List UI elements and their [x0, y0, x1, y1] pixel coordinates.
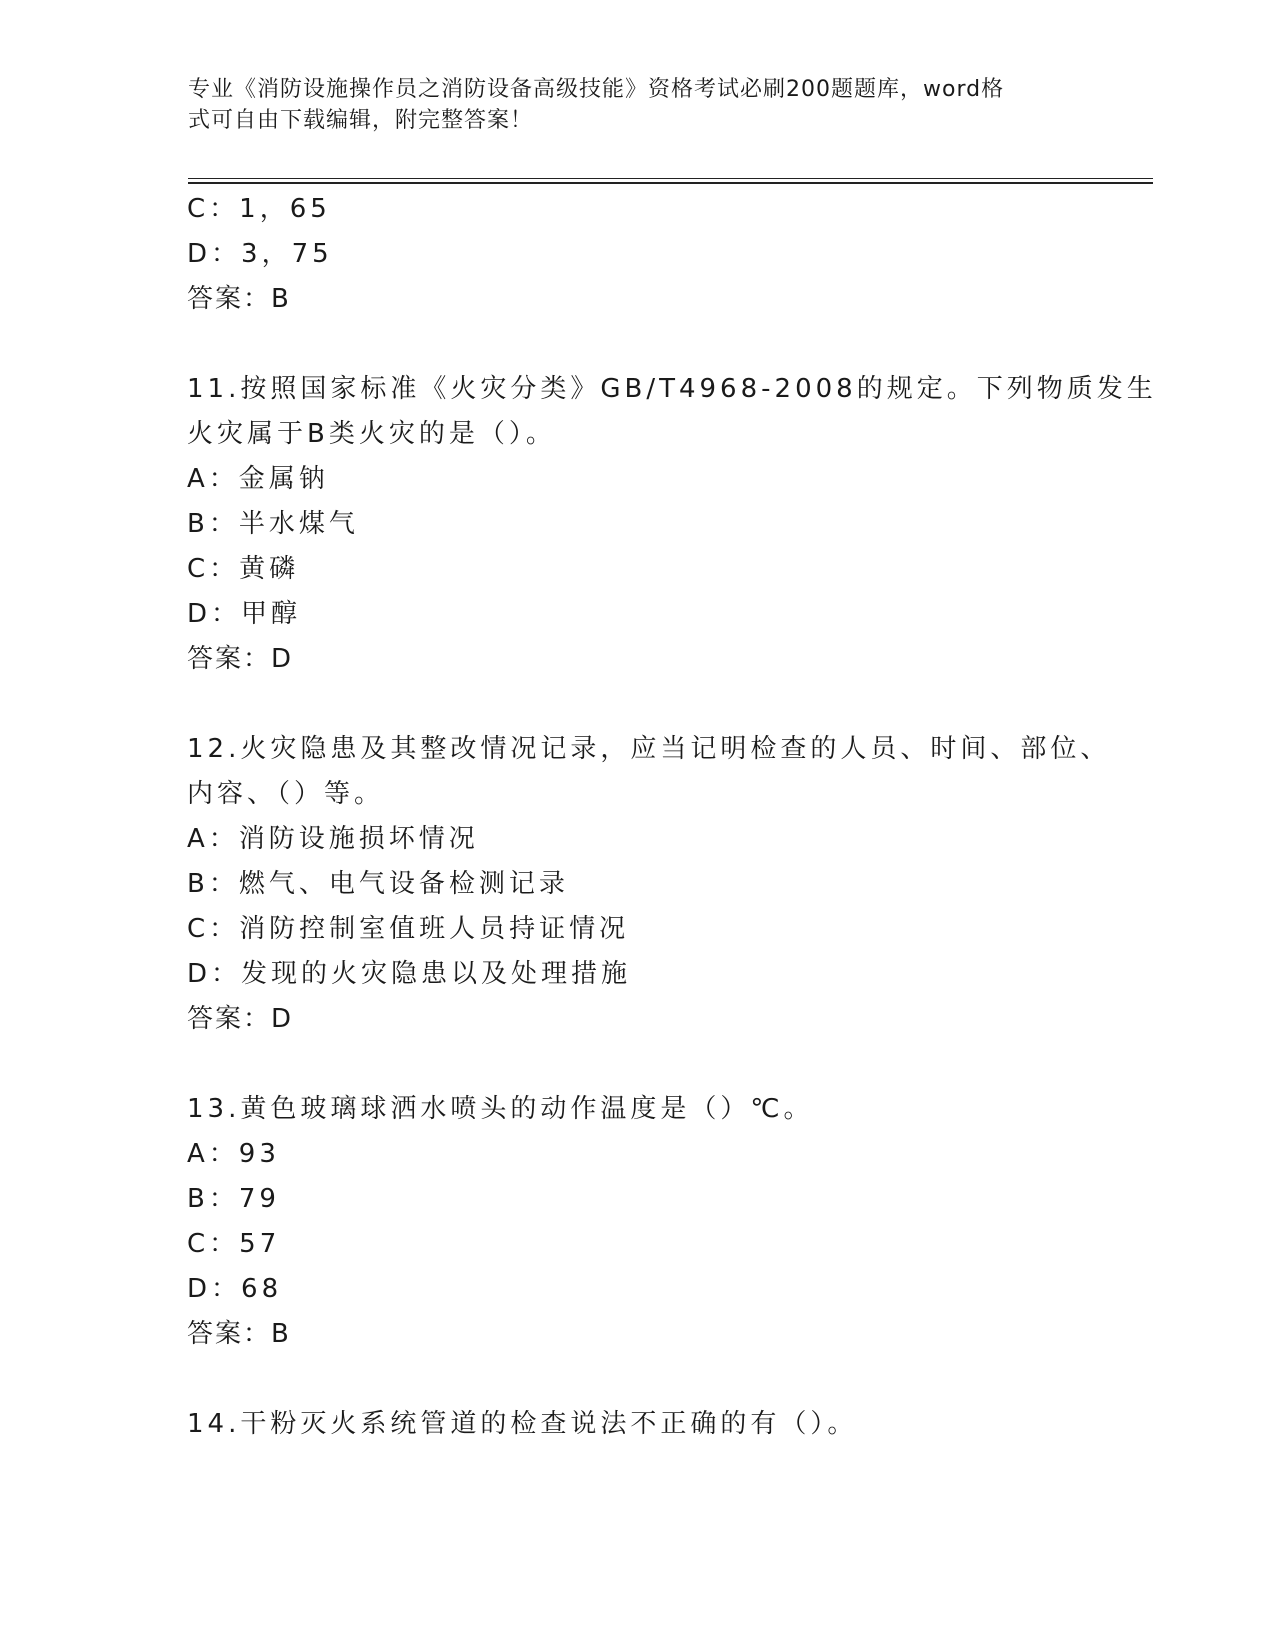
option-c: C：57 — [187, 1229, 281, 1259]
answer-line: 答案：B — [187, 284, 291, 314]
header-line-2: 式可自由下载编辑，附完整答案！ — [188, 108, 534, 133]
question-stem: 12.火灾隐患及其整改情况记录，应当记明检查的人员、时间、部位、 — [187, 734, 1111, 764]
answer-line: 答案：D — [187, 1004, 294, 1034]
option-c: C：1，65 — [187, 194, 331, 224]
option-c: C：黄磷 — [187, 554, 300, 584]
document-header — [188, 74, 1088, 136]
question-stem: 11.按照国家标准《火灾分类》GB/T4968-2008的规定。下列物质发生 — [187, 374, 1157, 404]
question-stem-continued: 火灾属于B类火灾的是（）。 — [187, 419, 556, 449]
header-line-1: 专业《消防设施操作员之消防设备高级技能》资格考试必刷200题题库，word格 — [188, 77, 1005, 102]
answer-line: 答案：B — [187, 1319, 291, 1349]
answer-line: 答案：D — [187, 644, 294, 674]
header-divider-thin — [188, 178, 1153, 179]
option-b: B：燃气、电气设备检测记录 — [187, 869, 569, 899]
header-divider-thick — [188, 182, 1153, 184]
option-b: B：半水煤气 — [187, 509, 359, 539]
question-stem: 13.黄色玻璃球洒水喷头的动作温度是（）℃。 — [187, 1094, 814, 1124]
option-d: D：3，75 — [187, 239, 333, 269]
option-d: D：68 — [187, 1274, 283, 1304]
option-c: C：消防控制室值班人员持证情况 — [187, 914, 630, 944]
option-a: A：93 — [187, 1139, 280, 1169]
option-a: A：消防设施损坏情况 — [187, 824, 479, 854]
question-stem: 14.干粉灭火系统管道的检查说法不正确的有（）。 — [187, 1409, 858, 1439]
option-d: D：甲醇 — [187, 599, 302, 629]
question-stem-continued: 内容、（）等。 — [187, 779, 385, 809]
option-a: A：金属钠 — [187, 464, 329, 494]
option-d: D：发现的火灾隐患以及处理措施 — [187, 959, 632, 989]
option-b: B：79 — [187, 1184, 280, 1214]
